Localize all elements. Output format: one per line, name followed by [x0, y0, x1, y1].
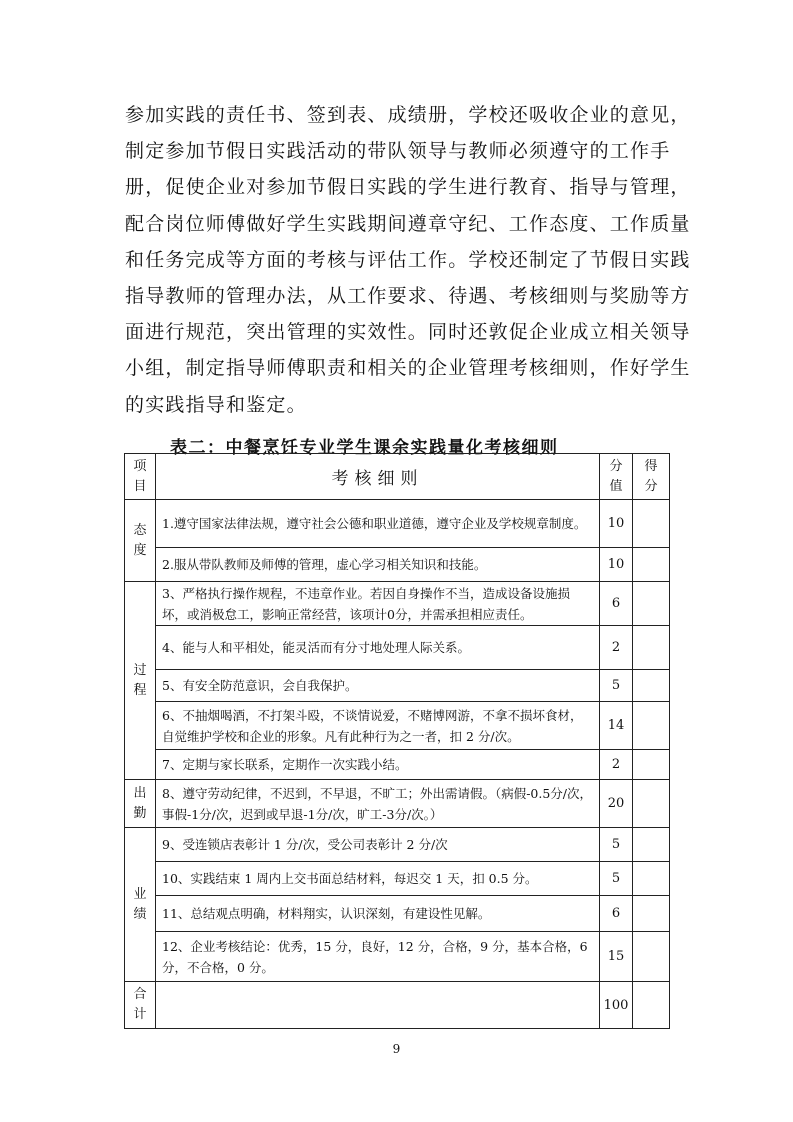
paragraph-line: 参加实践的责任书、签到表、成绩册，学校还吸收企业的意见， — [125, 104, 691, 126]
detail-cell: 9、受连锁店表彰计 1 分/次，受公司表彰计 2 分/次 — [156, 828, 600, 862]
paragraph-line: 小组，制定指导师傅职责和相关的企业管理考核细则，作好学生 — [125, 357, 691, 380]
got-cell — [633, 828, 670, 862]
paragraph-line: 制定参加节假日实践活动的带队领导与教师必须遵守的工作手 — [125, 140, 671, 163]
got-cell — [633, 780, 670, 828]
item-process: 过程 — [125, 582, 156, 780]
detail-cell: 6、不抽烟喝酒，不打架斗殴，不谈情说爱，不赌博网游，不拿不损坏食材，自觉维护学校和企业的形象。凡有此种行为之一者，扣 2 分/次。 — [156, 702, 600, 750]
table-row — [125, 670, 670, 702]
score-cell: 2 — [600, 750, 633, 780]
paragraph-line: 册，促使企业对参加节假日实践的学生进行教育、指导与管理， — [125, 176, 691, 199]
got-cell — [633, 702, 670, 750]
detail-cell: 7、定期与家长联系，定期作一次实践小结。 — [156, 750, 600, 780]
got-cell — [633, 896, 670, 932]
table-row — [125, 582, 670, 626]
total-score-cell: 100 — [600, 982, 633, 1029]
paragraph-line: 和任务完成等方面的考核与评估工作。学校还制定了节假日实践 — [125, 248, 691, 271]
table-row — [125, 702, 670, 750]
table-row — [125, 780, 670, 828]
detail-cell: 3、严格执行操作规程，不违章作业。若因自身操作不当，造成设备设施损坏，或消极怠工，影响正常经营，该项计0分，并需承担相应责任。 — [156, 582, 600, 626]
score-cell: 20 — [600, 780, 633, 828]
table-row — [125, 500, 670, 548]
score-cell: 14 — [600, 702, 633, 750]
score-cell: 6 — [600, 896, 633, 932]
header-score: 分值 — [600, 454, 633, 500]
paragraph-line: 的实践指导和鉴定。 — [125, 393, 307, 416]
detail-cell: 10、实践结束 1 周内上交书面总结材料，每迟交 1 天，扣 0.5 分。 — [156, 862, 600, 896]
table-row — [125, 862, 670, 896]
header-got: 得分 — [633, 454, 670, 500]
detail-cell: 5、有安全防范意识，会自我保护。 — [156, 670, 600, 702]
table-total-row — [125, 982, 670, 1029]
got-cell — [633, 582, 670, 626]
got-cell — [633, 500, 670, 548]
score-cell: 5 — [600, 670, 633, 702]
page-number: 9 — [392, 1042, 401, 1056]
got-cell — [633, 982, 670, 1029]
detail-cell: 12、企业考核结论：优秀，15 分，良好，12 分，合格，9 分，基本合格，6 分，不合格，0 分。 — [156, 932, 600, 982]
detail-cell: 4、能与人和平相处，能灵活而有分寸地处理人际关系。 — [156, 626, 600, 670]
table-row — [125, 896, 670, 932]
got-cell — [633, 670, 670, 702]
got-cell — [633, 548, 670, 582]
detail-cell: 2.服从带队教师及师傅的管理，虚心学习相关知识和技能。 — [156, 548, 600, 582]
got-cell — [633, 626, 670, 670]
table-row — [125, 932, 670, 982]
score-cell: 10 — [600, 548, 633, 582]
paragraph-line: 面进行规范，突出管理的实效性。同时还敦促企业成立相关领导 — [125, 321, 691, 344]
paragraph-line: 指导教师的管理办法，从工作要求、待遇、考核细则与奖励等方 — [125, 285, 691, 308]
score-cell: 5 — [600, 862, 633, 896]
table-row — [125, 626, 670, 670]
detail-cell — [156, 982, 600, 1029]
detail-cell: 8、遵守劳动纪律，不迟到，不早退，不旷工；外出需请假。（病假-0.5分/次，事假-1分/次，迟到或早退-1分/次，旷工-3分/次。） — [156, 780, 600, 828]
table-row — [125, 828, 670, 862]
item-attendance: 出勤 — [125, 780, 156, 828]
item-attitude: 态度 — [125, 500, 156, 582]
got-cell — [633, 932, 670, 982]
table-header-row — [125, 454, 670, 500]
body-paragraph — [125, 97, 691, 423]
got-cell — [633, 862, 670, 896]
header-detail: 考核细则 — [156, 454, 600, 500]
assessment-table — [124, 453, 670, 1029]
score-cell: 5 — [600, 828, 633, 862]
score-cell: 2 — [600, 626, 633, 670]
score-cell: 15 — [600, 932, 633, 982]
item-total: 合计 — [125, 982, 156, 1029]
paragraph-line: 配合岗位师傅做好学生实践期间遵章守纪、工作态度、工作质量 — [125, 212, 691, 235]
header-item: 项目 — [125, 454, 156, 500]
table-row — [125, 750, 670, 780]
table-row — [125, 548, 670, 582]
got-cell — [633, 750, 670, 780]
score-cell: 6 — [600, 582, 633, 626]
item-performance: 业绩 — [125, 828, 156, 982]
detail-cell: 11、总结观点明确，材料翔实，认识深刻，有建设性见解。 — [156, 896, 600, 932]
table-title: 表二：中餐烹饪专业学生课余实践量化考核细则 — [170, 438, 559, 458]
score-cell: 10 — [600, 500, 633, 548]
detail-cell: 1.遵守国家法律法规，遵守社会公德和职业道德，遵守企业及学校规章制度。 — [156, 500, 600, 548]
